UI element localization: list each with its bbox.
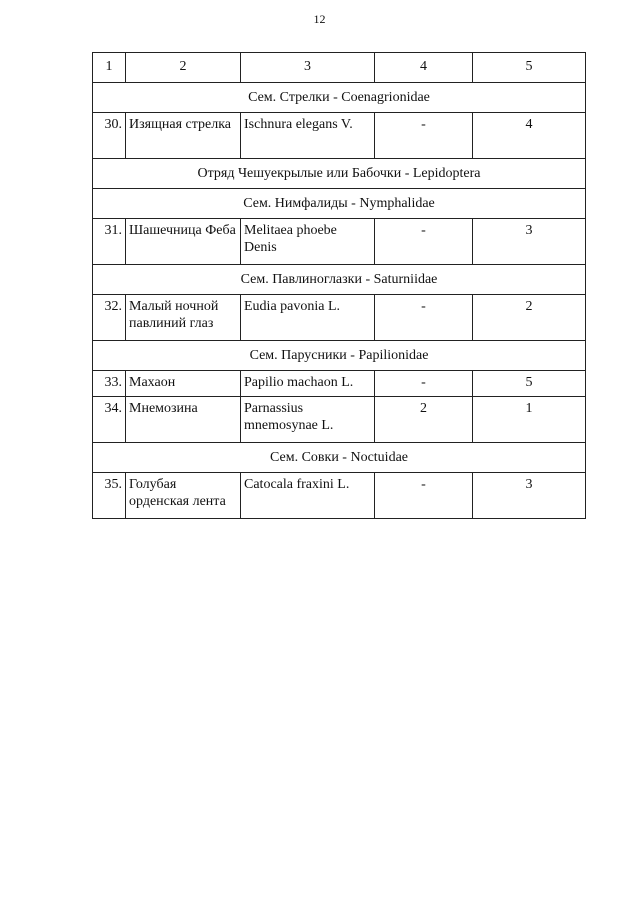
table-row xyxy=(93,295,586,341)
family-label: Сем. Парусники - Papilionidae xyxy=(93,341,586,371)
species-name: Шашечница Феба xyxy=(126,219,241,265)
row-number: 34. xyxy=(93,397,126,443)
species-latin: Parnassius mnemosynae L. xyxy=(241,397,375,443)
row-number: 32. xyxy=(93,295,126,341)
header-cell-5: 5 xyxy=(473,53,586,83)
order-row xyxy=(93,159,586,189)
family-row xyxy=(93,83,586,113)
column-4-value: - xyxy=(375,371,473,397)
species-latin: Ischnura elegans V. xyxy=(241,113,375,159)
column-4-value: - xyxy=(375,295,473,341)
species-name: Малый ночной павлиний глаз xyxy=(126,295,241,341)
species-name: Махаон xyxy=(126,371,241,397)
header-cell-1: 1 xyxy=(93,53,126,83)
column-4-value: - xyxy=(375,113,473,159)
table-row xyxy=(93,371,586,397)
header-row xyxy=(93,53,586,83)
row-number: 33. xyxy=(93,371,126,397)
family-label: Сем. Стрелки - Coenagrionidae xyxy=(93,83,586,113)
family-label: Сем. Совки - Noctuidae xyxy=(93,443,586,473)
column-5-value: 4 xyxy=(473,113,586,159)
header-cell-3: 3 xyxy=(241,53,375,83)
family-label: Сем. Павлиноглазки - Saturniidae xyxy=(93,265,586,295)
column-5-value: 3 xyxy=(473,473,586,519)
row-number: 30. xyxy=(93,113,126,159)
species-latin: Papilio machaon L. xyxy=(241,371,375,397)
species-name: Мнемозина xyxy=(126,397,241,443)
species-table xyxy=(92,52,586,519)
family-row xyxy=(93,341,586,371)
order-label: Отряд Чешуекрылые или Бабочки - Lepidoptera xyxy=(93,159,586,189)
row-number: 31. xyxy=(93,219,126,265)
header-cell-4: 4 xyxy=(375,53,473,83)
family-row xyxy=(93,443,586,473)
table-row xyxy=(93,113,586,159)
column-5-value: 1 xyxy=(473,397,586,443)
species-latin: Catocala fraxini L. xyxy=(241,473,375,519)
family-row xyxy=(93,265,586,295)
column-5-value: 2 xyxy=(473,295,586,341)
table-row xyxy=(93,397,586,443)
species-name: Голубая орденская лента xyxy=(126,473,241,519)
column-4-value: - xyxy=(375,473,473,519)
table-row xyxy=(93,473,586,519)
row-number: 35. xyxy=(93,473,126,519)
column-5-value: 3 xyxy=(473,219,586,265)
species-name: Изящная стрелка xyxy=(126,113,241,159)
table-row xyxy=(93,219,586,265)
family-row xyxy=(93,189,586,219)
species-latin: Eudia pavonia L. xyxy=(241,295,375,341)
species-latin: Melitaea phoebe Denis xyxy=(241,219,375,265)
header-cell-2: 2 xyxy=(126,53,241,83)
family-label: Сем. Нимфалиды - Nymphalidae xyxy=(93,189,586,219)
page-number: 12 xyxy=(313,12,326,26)
column-4-value: 2 xyxy=(375,397,473,443)
column-4-value: - xyxy=(375,219,473,265)
column-5-value: 5 xyxy=(473,371,586,397)
